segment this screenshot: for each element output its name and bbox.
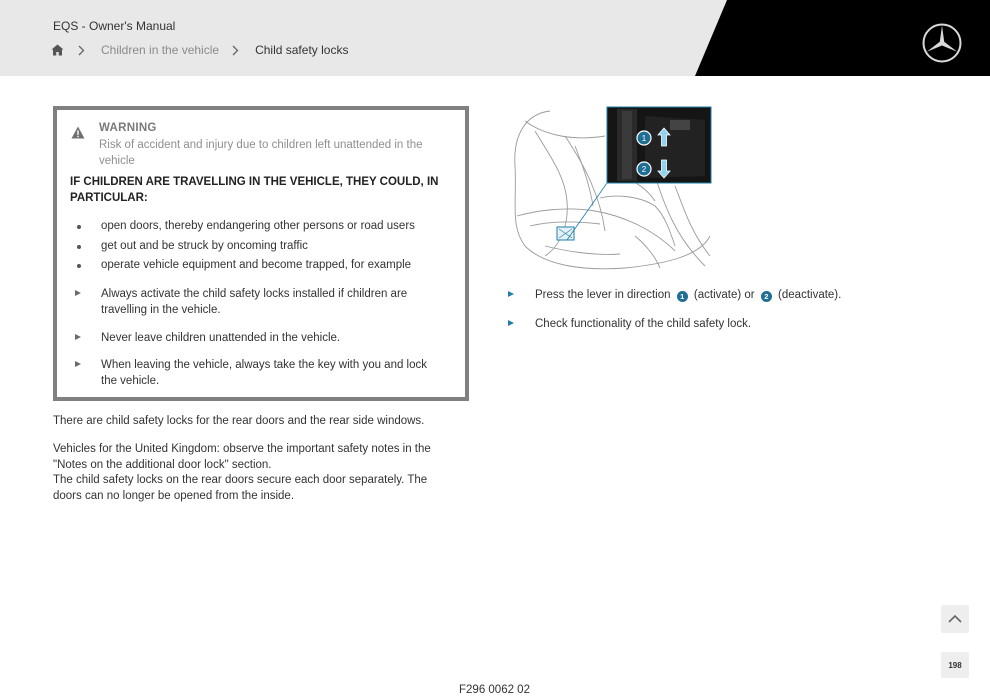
arrow-bullet-icon <box>508 320 514 326</box>
warning-action-item <box>70 330 440 346</box>
arrow-bullet-icon <box>75 361 81 367</box>
callout-badge-1: 1 <box>677 291 688 302</box>
chevron-right-icon <box>232 43 242 57</box>
app-title: EQS - Owner's Manual <box>53 19 176 33</box>
warning-action-item <box>70 357 440 389</box>
warning-action-text: Never leave children unattended in the vehicle. <box>101 332 341 344</box>
warning-title: WARNING <box>99 122 157 134</box>
step-text: (deactivate). <box>778 289 842 301</box>
warning-action-item <box>70 286 440 318</box>
warning-subtitle: Risk of accident and injury due to children left unattended in the vehicle <box>99 139 423 167</box>
page-number-button[interactable] <box>941 652 969 678</box>
arrow-bullet-icon <box>508 291 514 297</box>
callout-badge-2: 2 <box>761 291 772 302</box>
chevron-up-icon <box>948 610 962 628</box>
warning-triangle-icon <box>71 126 85 139</box>
chevron-right-icon <box>78 43 88 57</box>
warning-action-text: When leaving the vehicle, always take the key with you and lock the vehicle. <box>101 359 428 387</box>
body-paragraph: The child safety locks on the rear doors secure each door separately. The doors can no longer be opened from the inside. <box>53 474 428 502</box>
header-bar <box>0 0 990 76</box>
warning-action-text: Always activate the child safety locks installed if children are travelling in the vehicle. <box>101 288 408 316</box>
instruction-step <box>508 287 908 303</box>
list-item: operate vehicle equipment and become trapped, for example <box>70 256 415 276</box>
mercedes-logo-icon <box>921 22 963 64</box>
breadcrumb-link-children[interactable]: Children in the vehicle <box>101 43 220 57</box>
svg-text:1: 1 <box>641 134 647 143</box>
breadcrumb-current: Child safety locks <box>255 43 349 57</box>
step-text: (activate) or <box>693 289 755 301</box>
home-icon[interactable] <box>51 43 65 57</box>
scroll-top-button[interactable] <box>941 605 969 633</box>
svg-text:2: 2 <box>641 165 647 174</box>
figure-code: F296 0062 02 <box>459 684 530 696</box>
step-text: Check functionality of the child safety lock. <box>535 318 752 330</box>
list-item: get out and be struck by oncoming traffic <box>70 237 415 257</box>
instruction-step <box>508 316 908 332</box>
warning-box <box>53 106 469 401</box>
body-paragraph: Vehicles for the United Kingdom: observe the important safety notes in the "Notes on the additional door lock" section. <box>53 443 431 471</box>
page-number: 198 <box>948 660 962 670</box>
arrow-bullet-icon <box>75 334 81 340</box>
step-text: Press the lever in direction <box>535 289 671 301</box>
arrow-bullet-icon <box>75 290 81 296</box>
breadcrumb <box>51 41 348 59</box>
list-item: open doors, thereby endangering other persons or road users <box>70 217 415 237</box>
rear-door-child-lock-illustration <box>505 106 712 272</box>
warning-caps-line: IF CHILDREN ARE TRAVELLING IN THE VEHICLE, THEY COULD, IN PARTICULAR: <box>70 176 439 204</box>
body-paragraph: There are child safety locks for the rear doors and the rear side windows. <box>53 415 425 427</box>
warning-bullet-list <box>70 217 415 276</box>
